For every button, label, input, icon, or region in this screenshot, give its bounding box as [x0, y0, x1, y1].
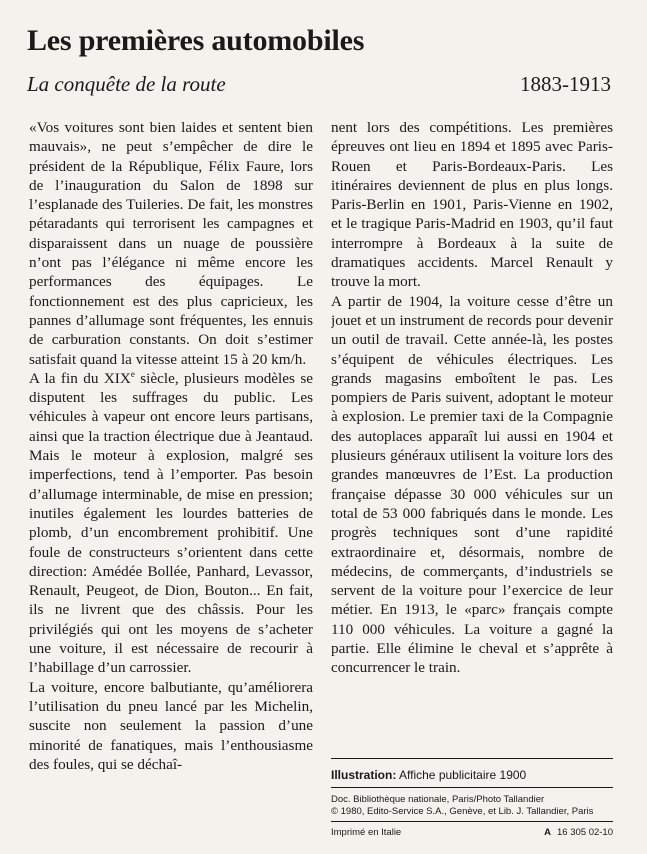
doc-source-line: Doc. Bibliothèque nationale, Paris/Photo Tallandier [331, 794, 545, 805]
copyright-line: © 1980, Edito-Service S.A., Genève, et Lib. J. Tallandier, Paris [331, 806, 594, 817]
credits-block [331, 758, 613, 838]
paragraph-intro: «Vos voitures sont bien laides et sentent bien mauvais», ne peut s’empêcher de dire le président de la République, Félix Faure, lors de l’inauguration du Salon de 1898 sur l’esplanade des Tuileries. De fait, les monstres pétaradants qui terrorisent les campagnes et disparaissent dans un nuage de poussière n’ont pas l’élégance ni même encore les performances des équipages. Le fonctionnement est des plus capricieux, les pannes d’allumage sont fréquentes, les ennuis de carburation constants. On doit s’estimer satisfait quand la vitesse atteint 15 à 20 km/h. [29, 119, 313, 368]
date-range: 1883-1913 [520, 72, 611, 96]
card-reference [544, 827, 613, 838]
page-subtitle: La conquête de la route [27, 72, 226, 96]
paragraph-enthusiasm: La voiture, encore balbutiante, qu’améliorera l’utilisation du pneu lancé par les Michelin, suscite non seulement la passion d’une minorité de fanatiques, mais l’enthousiasme des foules, qui se déchaî- [29, 678, 313, 773]
illustration-caption [331, 759, 613, 788]
printed-in: Imprimé en Italie [331, 827, 402, 838]
card-series-letter: A [544, 827, 551, 838]
text-column-left [29, 118, 313, 838]
print-footer [331, 822, 613, 838]
paragraph-models-start: A la fin du XIX [29, 369, 131, 387]
document-credits [331, 788, 613, 822]
illustration-value: Affiche publicitaire 1900 [396, 768, 527, 782]
text-column-right [331, 118, 613, 718]
paragraph-work-tool: A partir de 1904, la voiture cesse d’être un jouet et un instrument de records pour devenir un outil de travail. Cette année-là, les postes s’équipent de véhicules électriques. Les grands magasins emboîtent le pas. Les pompiers de Paris suivent, adoptant le moteur à explosion. Le premier taxi de la Compagnie des autoplaces apparaît lui aussi en 1904 et plusieurs généraux utilisent la voiture lors des grandes manœuvres de l’Est. La production française dépasse 30 000 véhicules sur un total de 53 000 fabriqués dans le monde. Les progrès techniques sont d’une rapidité extraordinaire et, désormais, nombre de médecins, de commerçants, d’industriels se servent de la voiture pour l’exercice de leur métier. En 1913, le «parc» français compte 110 000 véhicules. La voiture a gagné la partie. Elle élimine le cheval et s’apprête à concurrencer le train. [331, 292, 613, 677]
card-reference-number: 16 305 02-10 [557, 827, 613, 838]
century-superscript: e [130, 368, 135, 379]
paragraph-models [29, 369, 313, 678]
illustration-label: Illustration: [331, 768, 397, 782]
paragraph-competitions: nent lors des compétitions. Les premières épreuves ont lieu en 1894 et 1895 avec Paris-Rouen et Paris-Bordeaux-Paris. Les itinéraires deviennent de plus en plus longs. Paris-Berlin en 1901, Paris-Vienne en 1902, et le tragique Paris-Madrid en 1903, qu’il faut interrompre à Bordeaux à la suite de dramatiques accidents. Marcel Renault y trouve la mort. [331, 119, 613, 291]
page-title: Les premières automobiles [27, 24, 365, 57]
paragraph-models-rest: siècle, plusieurs modèles se disputent les suffrages du public. Les véhicules à vapeur ont encore leurs partisans, ainsi que la traction électrique due à Jeantaud. Mais le moteur à explosion, malgré ses imperfections, tend à l’emporter. Pas besoin d’allumage interminable, de mise en pression; inutiles également les lourdes batteries de plomb, d’un encombrement prohibitif. Une foule de constructeurs s’orientent dans cette direction: Amédée Bollée, Panhard, Levassor, Renault, Peugeot, de Dion, Bouton... En fait, ils ne livrent que des châssis. Pour les privilégiés qui ont les moyens de s’acheter une voiture, il est nécessaire de recourir à l’habillage d’un carrossier. [29, 369, 313, 677]
